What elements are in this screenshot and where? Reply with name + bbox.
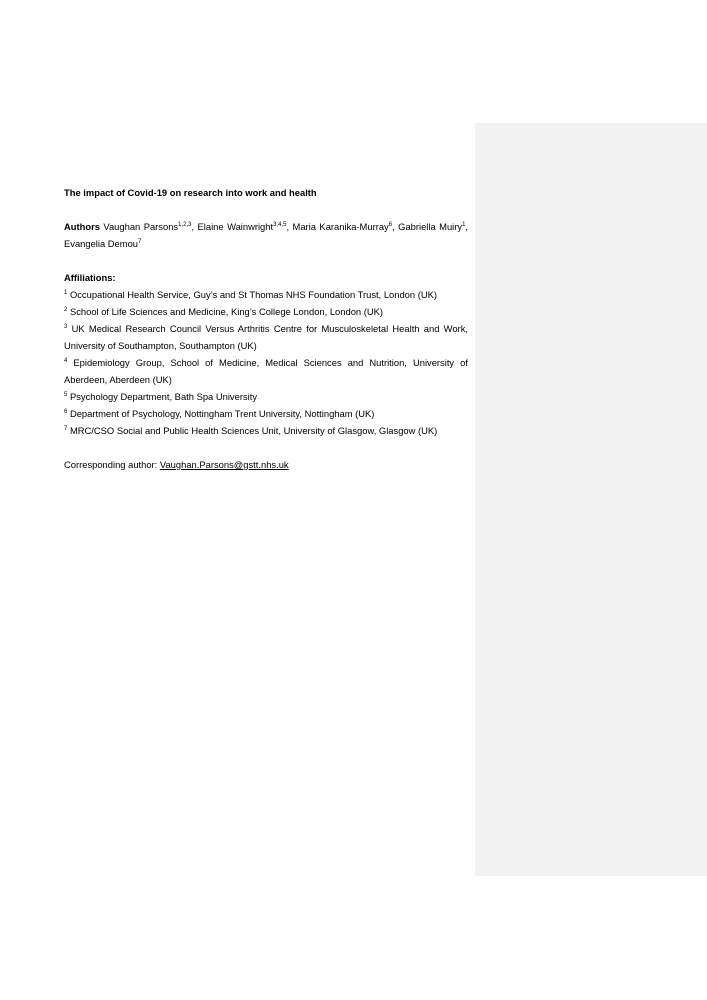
- corresponding-author: [64, 456, 468, 473]
- affiliations-heading: Affiliations:: [64, 272, 116, 283]
- affiliation-item: [64, 354, 468, 388]
- affiliation-item: [64, 388, 468, 405]
- author-name: Vaughan Parsons: [103, 221, 179, 232]
- affiliation-text: School of Life Sciences and Medicine, King’s College London, London (UK): [67, 306, 383, 317]
- affiliation-number: 3: [64, 323, 68, 330]
- affiliation-text: Epidemiology Group, School of Medicine, Medical Sciences and Nutrition, University of Aberdeen, Aberdeen (UK): [64, 357, 468, 385]
- author-separator: ,: [465, 221, 469, 232]
- affiliation-number: 7: [64, 425, 68, 432]
- author-affiliation-ref: 7: [138, 238, 142, 245]
- affiliation-text: UK Medical Research Council Versus Arthritis Centre for Musculoskeletal Health and Work, University of Southampton, Southampton (UK): [64, 323, 468, 351]
- author-affiliation-ref: 3,4,5: [273, 221, 287, 228]
- affiliation-item: [64, 303, 468, 320]
- author-name: Elaine Wainwright: [197, 221, 274, 232]
- comment-pane: [475, 123, 707, 876]
- affiliation-item: [64, 286, 468, 303]
- author-affiliation-ref: 6: [388, 221, 393, 228]
- authors-label: Authors: [64, 221, 100, 232]
- affiliation-number: 1: [64, 289, 68, 296]
- affiliation-item: [64, 320, 468, 354]
- affiliation-number: 4: [64, 357, 68, 364]
- author-name: Maria Karanika-Murray: [292, 221, 389, 232]
- authors-line: [64, 218, 468, 252]
- affiliation-number: 2: [64, 306, 68, 313]
- affiliation-text: Occupational Health Service, Guy’s and St Thomas NHS Foundation Trust, London (UK): [67, 289, 437, 300]
- author-affiliation-ref: 1,2,3: [178, 221, 192, 228]
- corresponding-author-label: Corresponding author:: [64, 459, 160, 470]
- corresponding-author-email-link[interactable]: Vaughan.Parsons@gstt.nhs.uk: [159, 459, 289, 470]
- affiliation-number: 6: [64, 408, 68, 415]
- document-title: The impact of Covid-19 on research into work and health: [64, 187, 317, 198]
- author-separator: ,: [286, 221, 293, 232]
- affiliation-item: [64, 422, 468, 439]
- author-separator: ,: [392, 221, 399, 232]
- affiliation-text: Department of Psychology, Nottingham Trent University, Nottingham (UK): [67, 408, 375, 419]
- affiliation-number: 5: [64, 391, 68, 398]
- affiliation-text: MRC/CSO Social and Public Health Sciences Unit, University of Glasgow, Glasgow (UK): [67, 425, 438, 436]
- affiliation-text: Psychology Department, Bath Spa University: [67, 391, 258, 402]
- document-body: [64, 184, 468, 473]
- author-name: Evangelia Demou: [64, 238, 139, 249]
- affiliation-item: [64, 405, 468, 422]
- author-name: Gabriella Muiry: [398, 221, 463, 232]
- author-affiliation-ref: 1: [462, 221, 466, 228]
- author-separator: ,: [191, 221, 198, 232]
